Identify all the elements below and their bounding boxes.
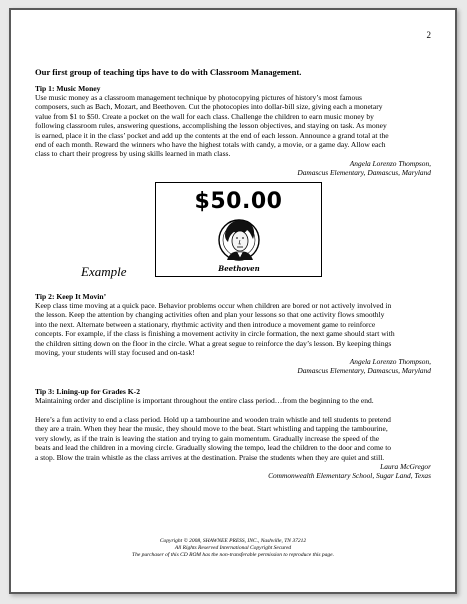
tip-1-line: is earned, place it in the class’ pocket and add up the contents at the end of each lesson. Announce a grand total at the bbox=[35, 130, 389, 140]
signature-school: Damascus Elementary, Damascus, Maryland bbox=[297, 366, 431, 376]
tip-2-line: moving, your students will stay focused and on-task! bbox=[35, 348, 195, 358]
tip-2-line: the children sitting down on the floor in the circle. What a great segue to reinforce the day’s lesson. By keeping things bbox=[35, 338, 392, 348]
tip-2-line: Keep class time moving at a quick pace. Behavior problems occur when children are bored or not actively involved in bbox=[35, 301, 392, 310]
tip-1-line: class to chart their progress by using skills learned in math class. bbox=[35, 149, 231, 159]
tip-3-signature bbox=[268, 462, 431, 481]
document-page bbox=[9, 8, 457, 594]
footer-line: Copyright © 2008, SHAWNEE PRESS, INC., Nashville, TN 37212 bbox=[159, 538, 307, 544]
tip-2-body bbox=[35, 301, 436, 357]
tip-2-line: concepts. For example, if the class is finishing a movement activity in circle formation, the next game should start with bbox=[35, 329, 395, 339]
tip-2-line: into the next. Alternate between a stationary, rhythmic activity and then introduce a movement game to reinforce bbox=[35, 319, 376, 329]
signature-name: Angela Lorenzo Thompson, bbox=[349, 357, 431, 366]
tip-2-title: Tip 2: Keep It Movin’ bbox=[35, 292, 107, 301]
signature-name: Angela Lorenzo Thompson, bbox=[349, 159, 431, 168]
tip-1-body bbox=[35, 93, 436, 159]
page-number: 2 bbox=[426, 30, 431, 40]
tip-1-line: end of each month. Reward the winners who have the highest totals with candy, a movie, or a game day. Allow each bbox=[35, 140, 386, 150]
footer-line: All Rights Reserved International Copyright Secured bbox=[174, 545, 292, 552]
tip-3-body bbox=[35, 415, 436, 462]
bill-caption: Beethoven bbox=[218, 264, 260, 273]
beethoven-portrait-icon bbox=[207, 215, 271, 273]
tip-1-line: value from $1 to $50. Create a pocket on the wall for each class. Challenge the children to earn music money by bbox=[35, 111, 374, 121]
tip-1-line: composers, such as Bach, Mozart, and Beethoven. Cut the photocopies into dollar-bill size, giving each a monetary bbox=[35, 102, 383, 112]
tip-1-line: following classroom rules, answering questions, accomplishing the lesson objectives, and staying on task. As money bbox=[35, 121, 387, 131]
intro-heading: Our first group of teaching tips have to do with Classroom Management. bbox=[35, 67, 302, 77]
signature-name: Laura McGregor bbox=[380, 462, 431, 471]
example-label: Example bbox=[81, 264, 127, 279]
music-money-bill bbox=[155, 182, 322, 277]
tip-1-signature bbox=[297, 159, 431, 178]
tip-3-intro bbox=[35, 396, 436, 405]
tip-2-line: the lesson. Keep the attention by changing activities often and plan your lessons so that one activity flows smoothly bbox=[35, 310, 385, 320]
tip-1-line: Use music money as a classroom management technique by photocopying pictures of history’s most famous bbox=[35, 93, 362, 102]
tip-3-line: Here’s a fun activity to end a class period. Hold up a tambourine and wooden train whistle and tell students to pretend bbox=[35, 415, 391, 424]
tip-2-signature bbox=[297, 357, 431, 376]
bill-amount: $50.00 bbox=[194, 189, 283, 214]
signature-school: Commonwealth Elementary School, Sugar Land, Texas bbox=[268, 471, 431, 481]
tip-3-line: they are a train. When they hear the music, they should move to the beat. Start whistling and tapping the tambourine, bbox=[35, 424, 388, 434]
tip-1-title: Tip 1: Music Money bbox=[35, 84, 101, 93]
tip-3-line: beats and lead the children in a moving circle. Gradually slowing the tempo, lead the children to the door and come to bbox=[35, 443, 392, 453]
copyright-footer bbox=[11, 538, 455, 560]
tip-3-line: a stop. Blow the train whistle as the class arrives at the destination. Praise the students when they are quiet and still. bbox=[35, 452, 385, 462]
tip-3-title: Tip 3: Lining-up for Grades K-2 bbox=[35, 387, 140, 396]
signature-school: Damascus Elementary, Damascus, Maryland bbox=[297, 168, 431, 178]
footer-line: The purchaser of this CD ROM has the non-transferable permission to reproduce this page. bbox=[132, 552, 334, 559]
tip-3-line: Maintaining order and discipline is important throughout the entire class period…from the beginning to the end. bbox=[35, 396, 374, 405]
tip-3-line: very slowly, as if the train is leaving the station and trying to gain momentum. Gradually increase the speed of the bbox=[35, 433, 380, 443]
